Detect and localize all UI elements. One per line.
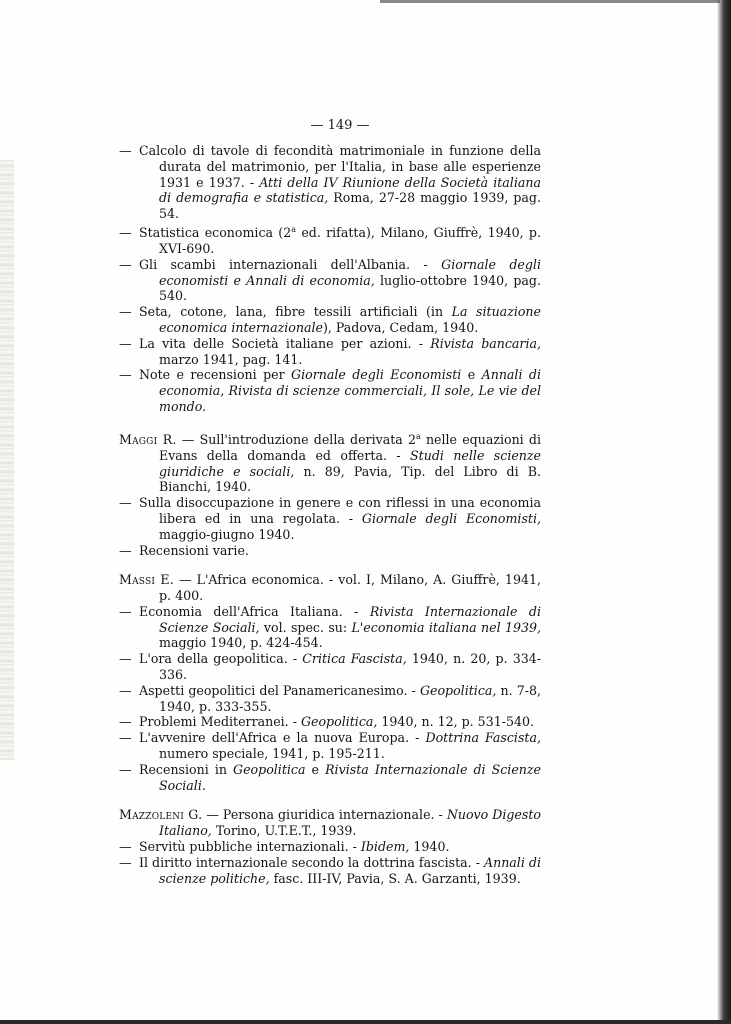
entry-text: Statistica economica (2 (139, 225, 292, 241)
bibliography-entry (119, 839, 541, 855)
entry-dash: — (119, 335, 132, 351)
entry-text: luglio-ottobre 1940, pag. 540. (159, 272, 541, 304)
entry-text: Recensioni in (139, 761, 234, 777)
publication-title: Annali di scienze politiche, (159, 854, 541, 886)
page-edge-left (0, 160, 14, 760)
entry-text: Il diritto internazionale secondo la dottrina fascista. - (139, 854, 484, 870)
entry-dash: — (119, 495, 132, 511)
entry-text: Aspetti geopolitici del Panamericanesimo. - (139, 682, 420, 698)
publication-title: La situazione economica internazionale (159, 304, 541, 335)
entry-text: L'Africa economica. - vol. I, Milano, A. Giuffrè, 1941, p. 400. (159, 572, 541, 604)
bibliography-entry (119, 807, 541, 839)
entry-text: L'avvenire dell'Africa e la nuova Europa. - (139, 730, 426, 746)
entry-dash: — (119, 839, 132, 855)
author-block (119, 429, 541, 559)
author-name: Mazzoleni G. (119, 807, 203, 823)
entry-dash: — (119, 367, 132, 383)
bibliography-entry (119, 304, 541, 336)
entry-text: Servitù pubbliche internazionali. - (139, 839, 361, 855)
entry-text: Roma, 27-28 maggio 1939, pag. 54. (159, 190, 541, 222)
publication-title: Ibidem, (360, 839, 410, 855)
entry-text: e (305, 761, 326, 777)
page-number: — 149 — (310, 118, 370, 133)
entry-dash: — (119, 542, 132, 558)
bibliography-entry (119, 855, 541, 887)
entry-text: 1940, n. 20, p. 334-336. (159, 651, 542, 683)
author-block (119, 807, 541, 886)
entry-text: Note e recensioni per (139, 367, 292, 383)
entry-text: Problemi Mediterranei. - (139, 714, 301, 730)
entry-dash: — (119, 143, 132, 158)
publication-title: Studi nelle scienze giuridiche e sociali, (159, 447, 541, 479)
entry-dash: — (119, 714, 132, 730)
bibliography-entry (119, 730, 541, 762)
publication-title: Critica Fascista, (302, 651, 407, 667)
entry-dash: — (119, 256, 132, 272)
bibliography-entry (119, 651, 541, 683)
publication-title: Annali di economia, Rivista di scienze commerciali, Il sole, Le vie del mondo. (159, 367, 541, 414)
entry-dash: — (119, 304, 132, 320)
bibliography-entry (119, 222, 541, 257)
entry-text: marzo 1941, pag. 141. (159, 351, 303, 367)
entry-dash: — (119, 603, 132, 619)
publication-title: Rivista Internazionale di Scienze Sociali, (159, 603, 541, 635)
publication-title: Dottrina Fascista, (425, 730, 541, 746)
page-edge-top (380, 0, 720, 3)
publication-title: Giornale degli Economisti, (361, 510, 541, 526)
entry-text: 1940. (409, 839, 450, 855)
publication-title: Geopolitica (233, 761, 306, 777)
publication-title: Geopolitica, (300, 714, 378, 730)
entry-text: Recensioni varie. (139, 542, 249, 558)
page-edge-right (717, 0, 731, 1024)
bibliography-entry (119, 683, 541, 715)
entry-dash: — (119, 682, 132, 698)
entry-text: Sull'introduzione della derivata 2 (199, 431, 416, 447)
bibliography-entry (119, 572, 541, 604)
entry-text: Seta, cotone, lana, fibre tessili artificiali (in (139, 304, 452, 320)
entry-dash: — (119, 761, 132, 777)
entry-text: Torino, U.T.E.T., 1939. (211, 823, 357, 839)
entry-text: maggio 1940, p. 424-454. (159, 635, 323, 651)
publication-title: Geopolitica, (419, 682, 497, 698)
entry-text: 1940, n. 12, p. 531-540. (377, 714, 535, 730)
publication-title: L'economia italiana nel 1939, (351, 619, 541, 635)
entry-text: L'ora della geopolitica. - (139, 651, 303, 667)
entry-text: Calcolo di tavole di fecondità matrimoniale in funzione della durata del matrimonio, per l'Italia, in base alle esperienze 1931 e 1937. - (139, 143, 541, 190)
entry-text: vol. spec. su: (259, 619, 352, 635)
entry-dash: — (206, 807, 219, 823)
entry-text: e (461, 367, 482, 383)
entry-text: ed. rifatta), Milano, Giuffrè, 1940, p. XVI-690. (159, 225, 541, 256)
publication-title: Rivista Internazionale di Scienze Sociali. (159, 761, 541, 793)
publication-title: Giornale degli Economisti (291, 367, 462, 383)
bibliography-entry (119, 143, 541, 222)
entry-text: La vita delle Società italiane per azioni. - (139, 335, 431, 351)
entry-text: a (291, 224, 297, 234)
bibliography-entry (119, 367, 541, 414)
publication-title: Rivista bancaria, (430, 335, 541, 351)
entry-dash: — (119, 651, 132, 667)
entry-text: ), Padova, Cedam, 1940. (322, 319, 479, 335)
bibliography-entry (119, 336, 541, 368)
bibliography-entry (119, 604, 541, 651)
publication-title: Nuovo Digesto Italiano, (159, 807, 541, 839)
publication-title: Giornale degli economisti e Annali di economia, (159, 256, 541, 288)
bibliography-entry (119, 495, 541, 542)
entry-text: n. 89, Pavia, Tip. del Libro di B. Bianchi, 1940. (159, 463, 541, 495)
entry-dash: — (119, 730, 132, 746)
entry-block (119, 143, 541, 415)
entry-text: Persona giuridica internazionale. - (222, 807, 447, 823)
author-name: Maggi R. (119, 431, 177, 447)
entry-dash: — (181, 431, 195, 447)
entry-dash: — (178, 572, 192, 588)
bibliography-entry (119, 714, 541, 730)
entry-text: n. 7-8, 1940, p. 333-355. (159, 682, 542, 714)
entry-text: Sulla disoccupazione in genere e con riflessi in una economia libera ed in una regolata. - (139, 495, 541, 526)
author-name: Massi E. (119, 572, 174, 588)
bibliography-list (119, 143, 541, 886)
entry-text: maggio-giugno 1940. (159, 526, 295, 542)
entry-dash: — (119, 854, 132, 870)
entry-dash: — (119, 225, 132, 241)
entry-text: a (415, 431, 421, 441)
page-edge-bottom (0, 1020, 731, 1024)
entry-text: numero speciale, 1941, p. 195-211. (159, 746, 385, 762)
entry-text: fasc. III-IV, Pavia, S. A. Garzanti, 1939. (269, 870, 521, 886)
bibliography-entry (119, 543, 541, 559)
author-block (119, 572, 541, 793)
entry-text: nelle equazioni di Evans della domanda ed offerta. - (159, 431, 541, 463)
bibliography-entry (119, 257, 541, 304)
entry-text: Gli scambi internazionali dell'Albania. - (139, 256, 442, 272)
publication-title: Atti della IV Riunione della Società italiana di demografia e statistica, (159, 174, 541, 206)
bibliography-entry (119, 762, 541, 794)
bibliography-entry (119, 429, 541, 495)
entry-text: Economia dell'Africa Italiana. - (139, 603, 370, 619)
